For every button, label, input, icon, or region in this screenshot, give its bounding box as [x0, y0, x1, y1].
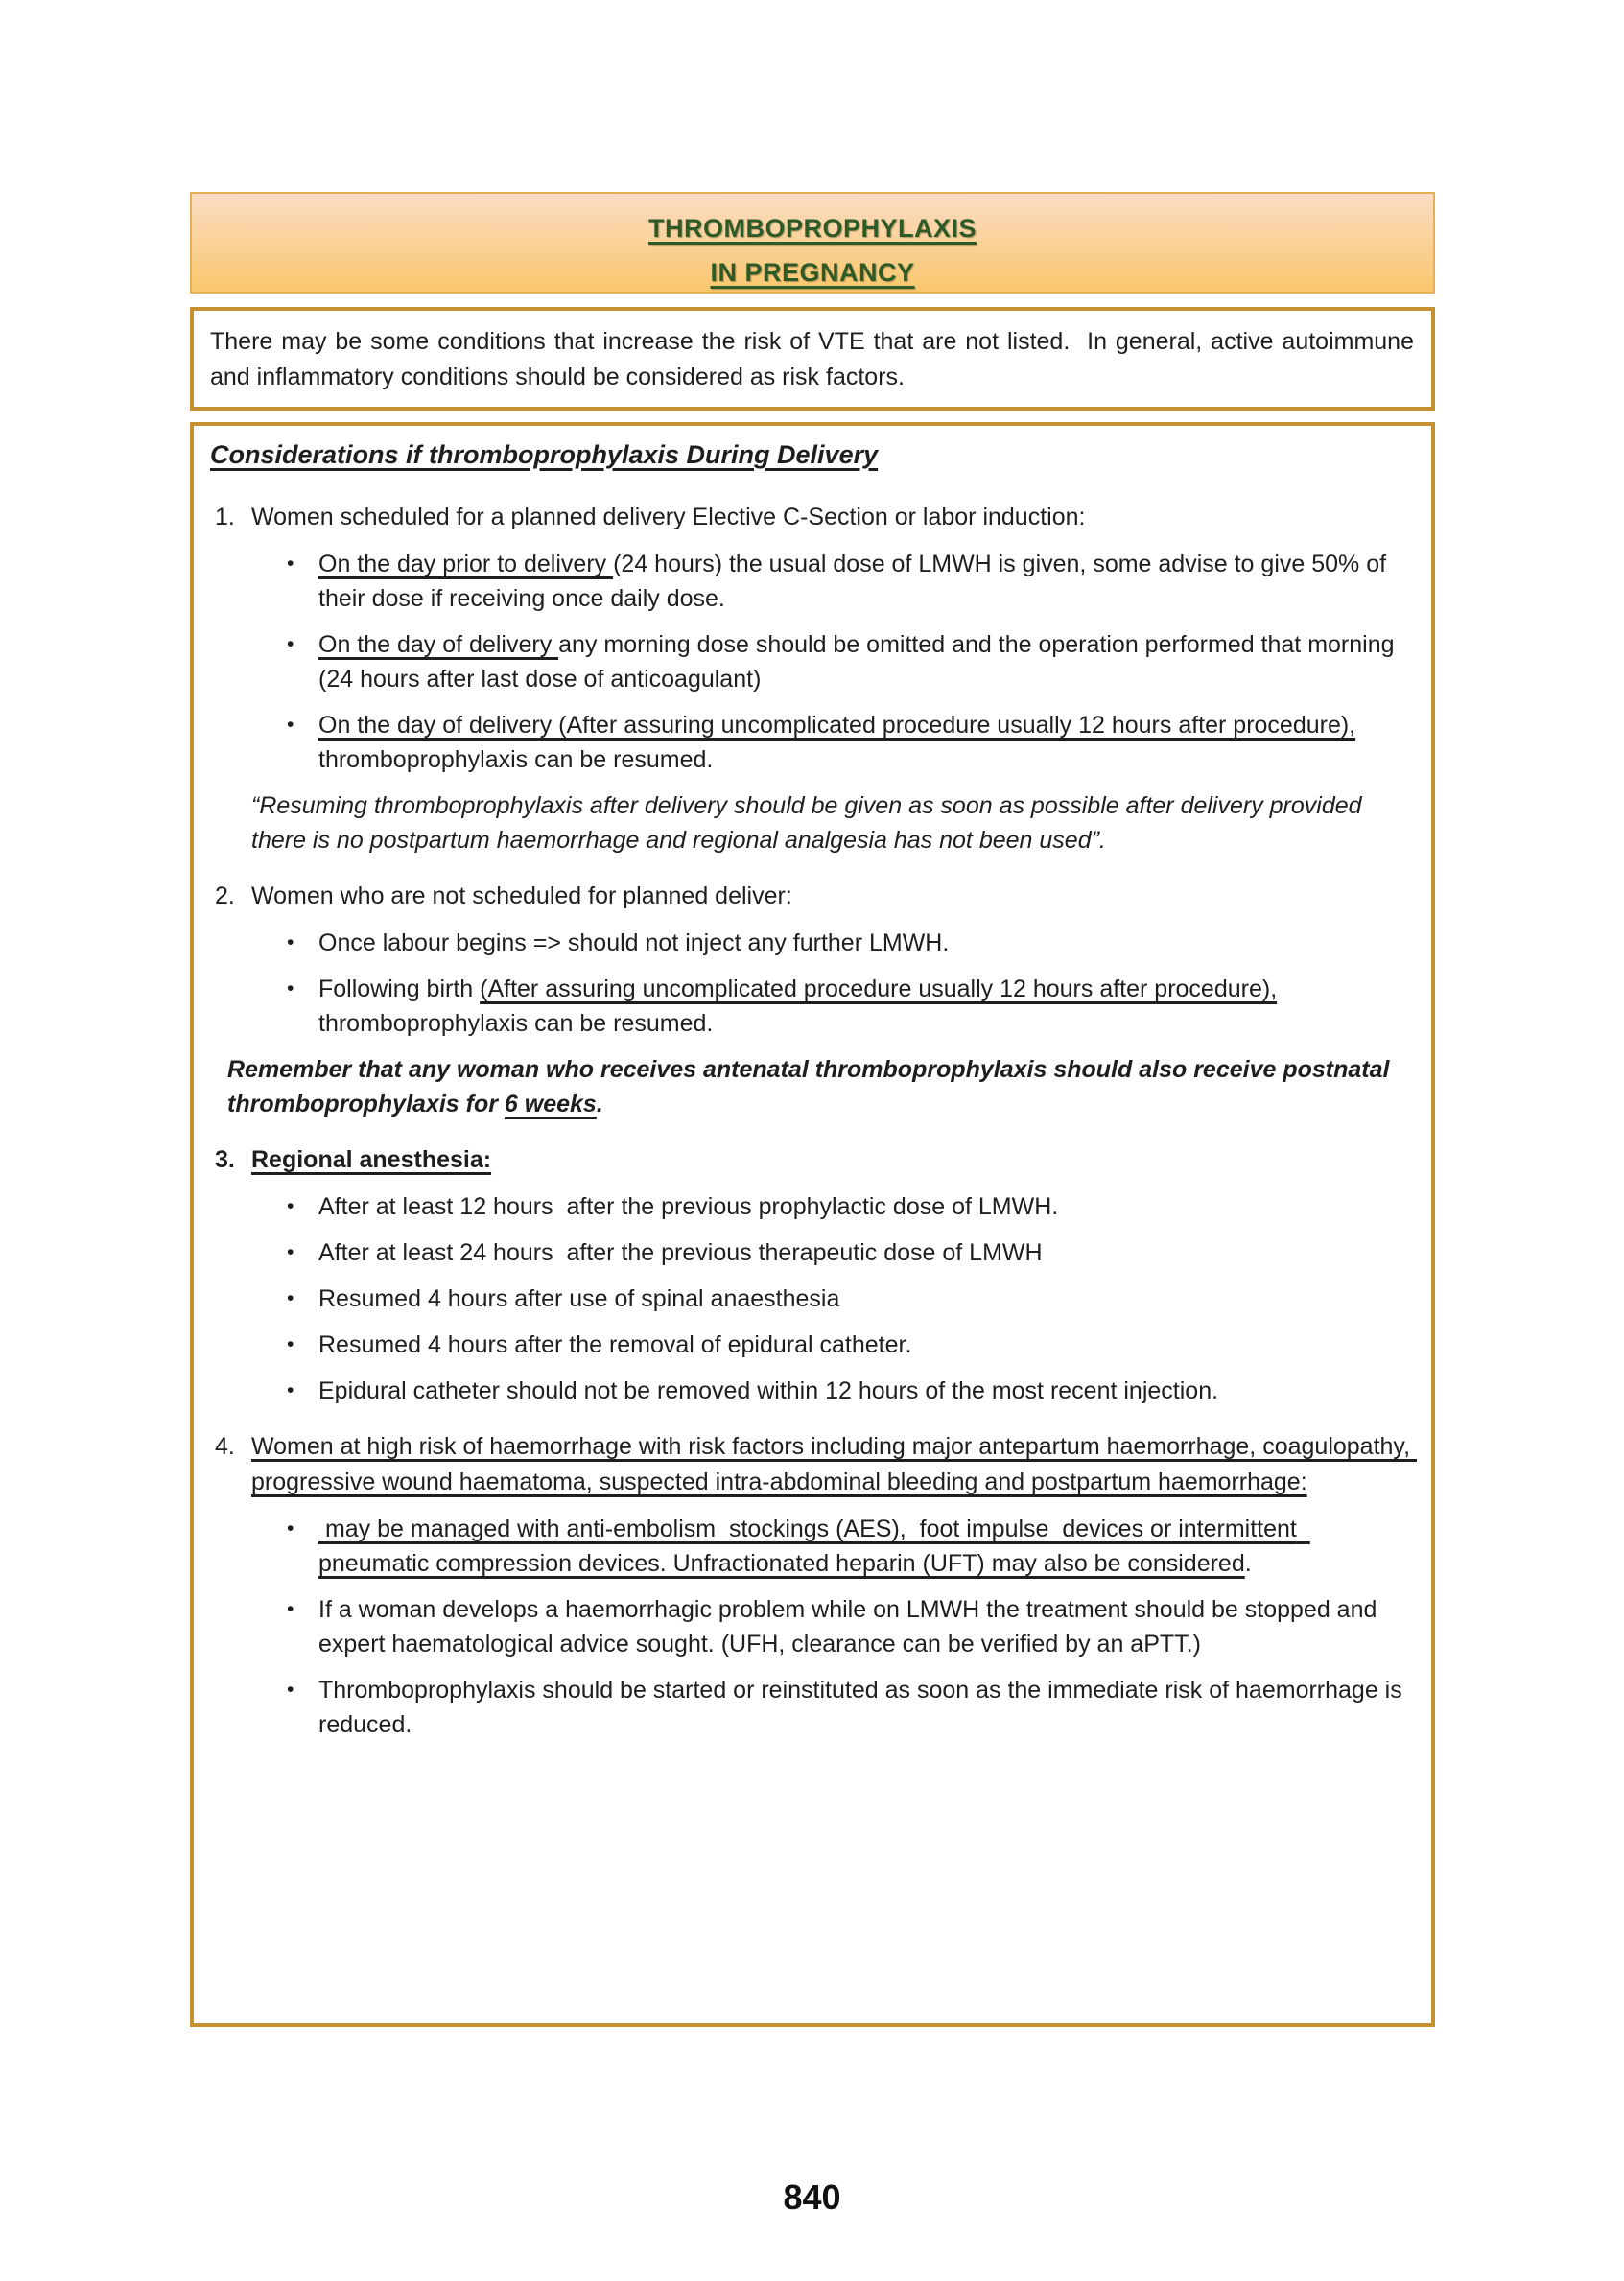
item-number: 2. — [215, 882, 235, 909]
bullet-icon: • — [287, 1195, 294, 1217]
bullet-item — [287, 1374, 1416, 1408]
bullet-icon: • — [287, 1379, 294, 1401]
bullet-text — [318, 1374, 1416, 1408]
bullet-item — [287, 1282, 1416, 1316]
bullet-text — [318, 1328, 1416, 1362]
text-segment: (24 hours) the usual dose of LMWH is given, some advise to give 50% of their dose if receiving once daily dose. — [318, 551, 1394, 612]
bullet-text — [318, 1282, 1416, 1316]
item-heading — [208, 1429, 1416, 1500]
text-segment: On the day of delivery (After assuring uncomplicated procedure usually 12 hours after procedure), — [318, 712, 1356, 739]
bullet-item — [287, 1235, 1416, 1270]
list-item — [208, 1429, 1416, 1742]
bullet-icon: • — [287, 1517, 294, 1540]
text-segment: Women scheduled for a planned delivery Elective C-Section or labor induction: — [251, 504, 1086, 530]
page-title-line-2: IN PREGNANCY — [710, 258, 915, 287]
text-segment: (After assuring uncomplicated procedure usually 12 hours after procedure), — [480, 976, 1278, 1002]
bullet-icon: • — [287, 1333, 294, 1355]
considerations-box — [190, 422, 1435, 2027]
list-item — [208, 879, 1416, 1121]
item-number: 1. — [215, 504, 235, 530]
text-segment: After at least 24 hours after the previous therapeutic dose of LMWH — [318, 1239, 1043, 1266]
bullet-text — [318, 1235, 1416, 1270]
bullet-item — [287, 1189, 1416, 1224]
item-number: 3. — [215, 1146, 235, 1173]
text-segment: 6 weeks — [504, 1091, 597, 1117]
bullet-item — [287, 627, 1416, 696]
text-segment: On the day of delivery — [318, 631, 559, 658]
text-segment: Thromboprophylaxis should be started or reinstituted as soon as the immediate risk of haemorrhage is reduced. — [318, 1677, 1409, 1738]
bullet-item — [287, 1673, 1416, 1742]
numbered-list — [208, 500, 1416, 1742]
item-heading — [208, 879, 1416, 914]
title-banner — [190, 192, 1435, 294]
bullet-item — [287, 972, 1416, 1041]
bullet-item — [287, 1512, 1416, 1581]
bullet-icon: • — [287, 633, 294, 655]
list-item — [208, 1142, 1416, 1408]
text-segment: may be managed with anti-embolism stockings (AES), foot impulse devices or intermittent pneumatic compression devices. Unfractionated heparin (UFT) may also be considered — [318, 1516, 1310, 1577]
bullet-text — [318, 708, 1416, 777]
bullet-item — [287, 1592, 1416, 1661]
bullet-list — [287, 926, 1416, 1041]
text-segment: On the day prior to delivery — [318, 551, 614, 577]
text-segment: Once labour begins => should not inject any further LMWH. — [318, 929, 950, 956]
text-segment: “Resuming thromboprophylaxis after delivery should be given as soon as possible after delivery provided there is no postpartum haemorrhage and regional analgesia has not been used”. — [251, 792, 1369, 854]
bullet-icon: • — [287, 1241, 294, 1263]
text-segment: thromboprophylaxis can be resumed. — [318, 976, 1284, 1037]
page-number: 840 — [783, 2177, 841, 2217]
text-segment: thromboprophylaxis can be resumed. — [318, 712, 1363, 773]
bullet-list — [287, 547, 1416, 777]
bullet-icon: • — [287, 714, 294, 736]
bullet-item — [287, 1328, 1416, 1362]
text-segment: Following birth — [318, 976, 481, 1002]
item-heading — [208, 500, 1416, 535]
bullet-text — [318, 1592, 1416, 1661]
bullet-text — [318, 972, 1416, 1041]
bullet-text — [318, 1673, 1416, 1742]
bullet-list — [287, 1189, 1416, 1408]
bullet-icon: • — [287, 977, 294, 999]
text-segment: Regional anesthesia: — [251, 1146, 492, 1173]
bullet-text — [318, 926, 1416, 960]
bullet-item — [287, 708, 1416, 777]
bullet-item — [287, 547, 1416, 616]
bullet-text — [318, 1189, 1416, 1224]
text-segment: Epidural catheter should not be removed within 12 hours of the most recent injection. — [318, 1377, 1219, 1404]
bullet-item — [287, 926, 1416, 960]
text-segment: Resumed 4 hours after use of spinal anaesthesia — [318, 1285, 840, 1312]
bullet-text — [318, 547, 1416, 616]
list-item — [208, 500, 1416, 858]
text-segment: Remember that any woman who receives antenatal thromboprophylaxis should also receive postnatal thromboprophylaxis for — [227, 1056, 1397, 1117]
text-segment: . — [1244, 1550, 1252, 1577]
text-segment: Women at high risk of haemorrhage with risk factors including major antepartum haemorrhage, coagulopathy, progressive wound haematoma, suspected intra-abdominal bleeding and postpartum haemorrhage: — [251, 1433, 1417, 1495]
item-number: 4. — [215, 1433, 235, 1460]
text-segment: any morning dose should be omitted and the operation performed that morning (24 hours after last dose of anticoagulant) — [318, 631, 1401, 693]
intro-text: There may be some conditions that increase the risk of VTE that are not listed. In general, active autoimmune and inflammatory conditions should be considered as risk factors. — [210, 328, 1421, 390]
text-segment: After at least 12 hours after the previous prophylactic dose of LMWH. — [318, 1193, 1059, 1220]
bullet-icon: • — [287, 931, 294, 953]
note-text — [227, 1052, 1416, 1121]
bullet-icon: • — [287, 553, 294, 575]
text-segment: . — [596, 1091, 603, 1117]
text-segment: Resumed 4 hours after the removal of epidural catheter. — [318, 1331, 912, 1358]
page-title-line-1: THROMBOPROPHYLAXIS — [647, 214, 977, 243]
bullet-icon: • — [287, 1598, 294, 1620]
text-segment: If a woman develops a haemorrhagic problem while on LMWH the treatment should be stopped and expert haematological advice sought. (UFH, clearance can be verified by an aPTT.) — [318, 1596, 1384, 1658]
text-segment: Women who are not scheduled for planned deliver: — [251, 882, 792, 909]
page-content — [190, 192, 1435, 2027]
item-heading — [208, 1142, 1416, 1178]
bullet-list — [287, 1512, 1416, 1742]
bullet-icon: • — [287, 1679, 294, 1701]
section-heading: Considerations if thromboprophylaxis During Delivery — [210, 440, 879, 469]
bullet-text — [318, 1512, 1416, 1581]
bullet-icon: • — [287, 1287, 294, 1309]
bullet-text — [318, 627, 1416, 696]
intro-note-box — [190, 307, 1435, 411]
note-text — [251, 788, 1416, 858]
